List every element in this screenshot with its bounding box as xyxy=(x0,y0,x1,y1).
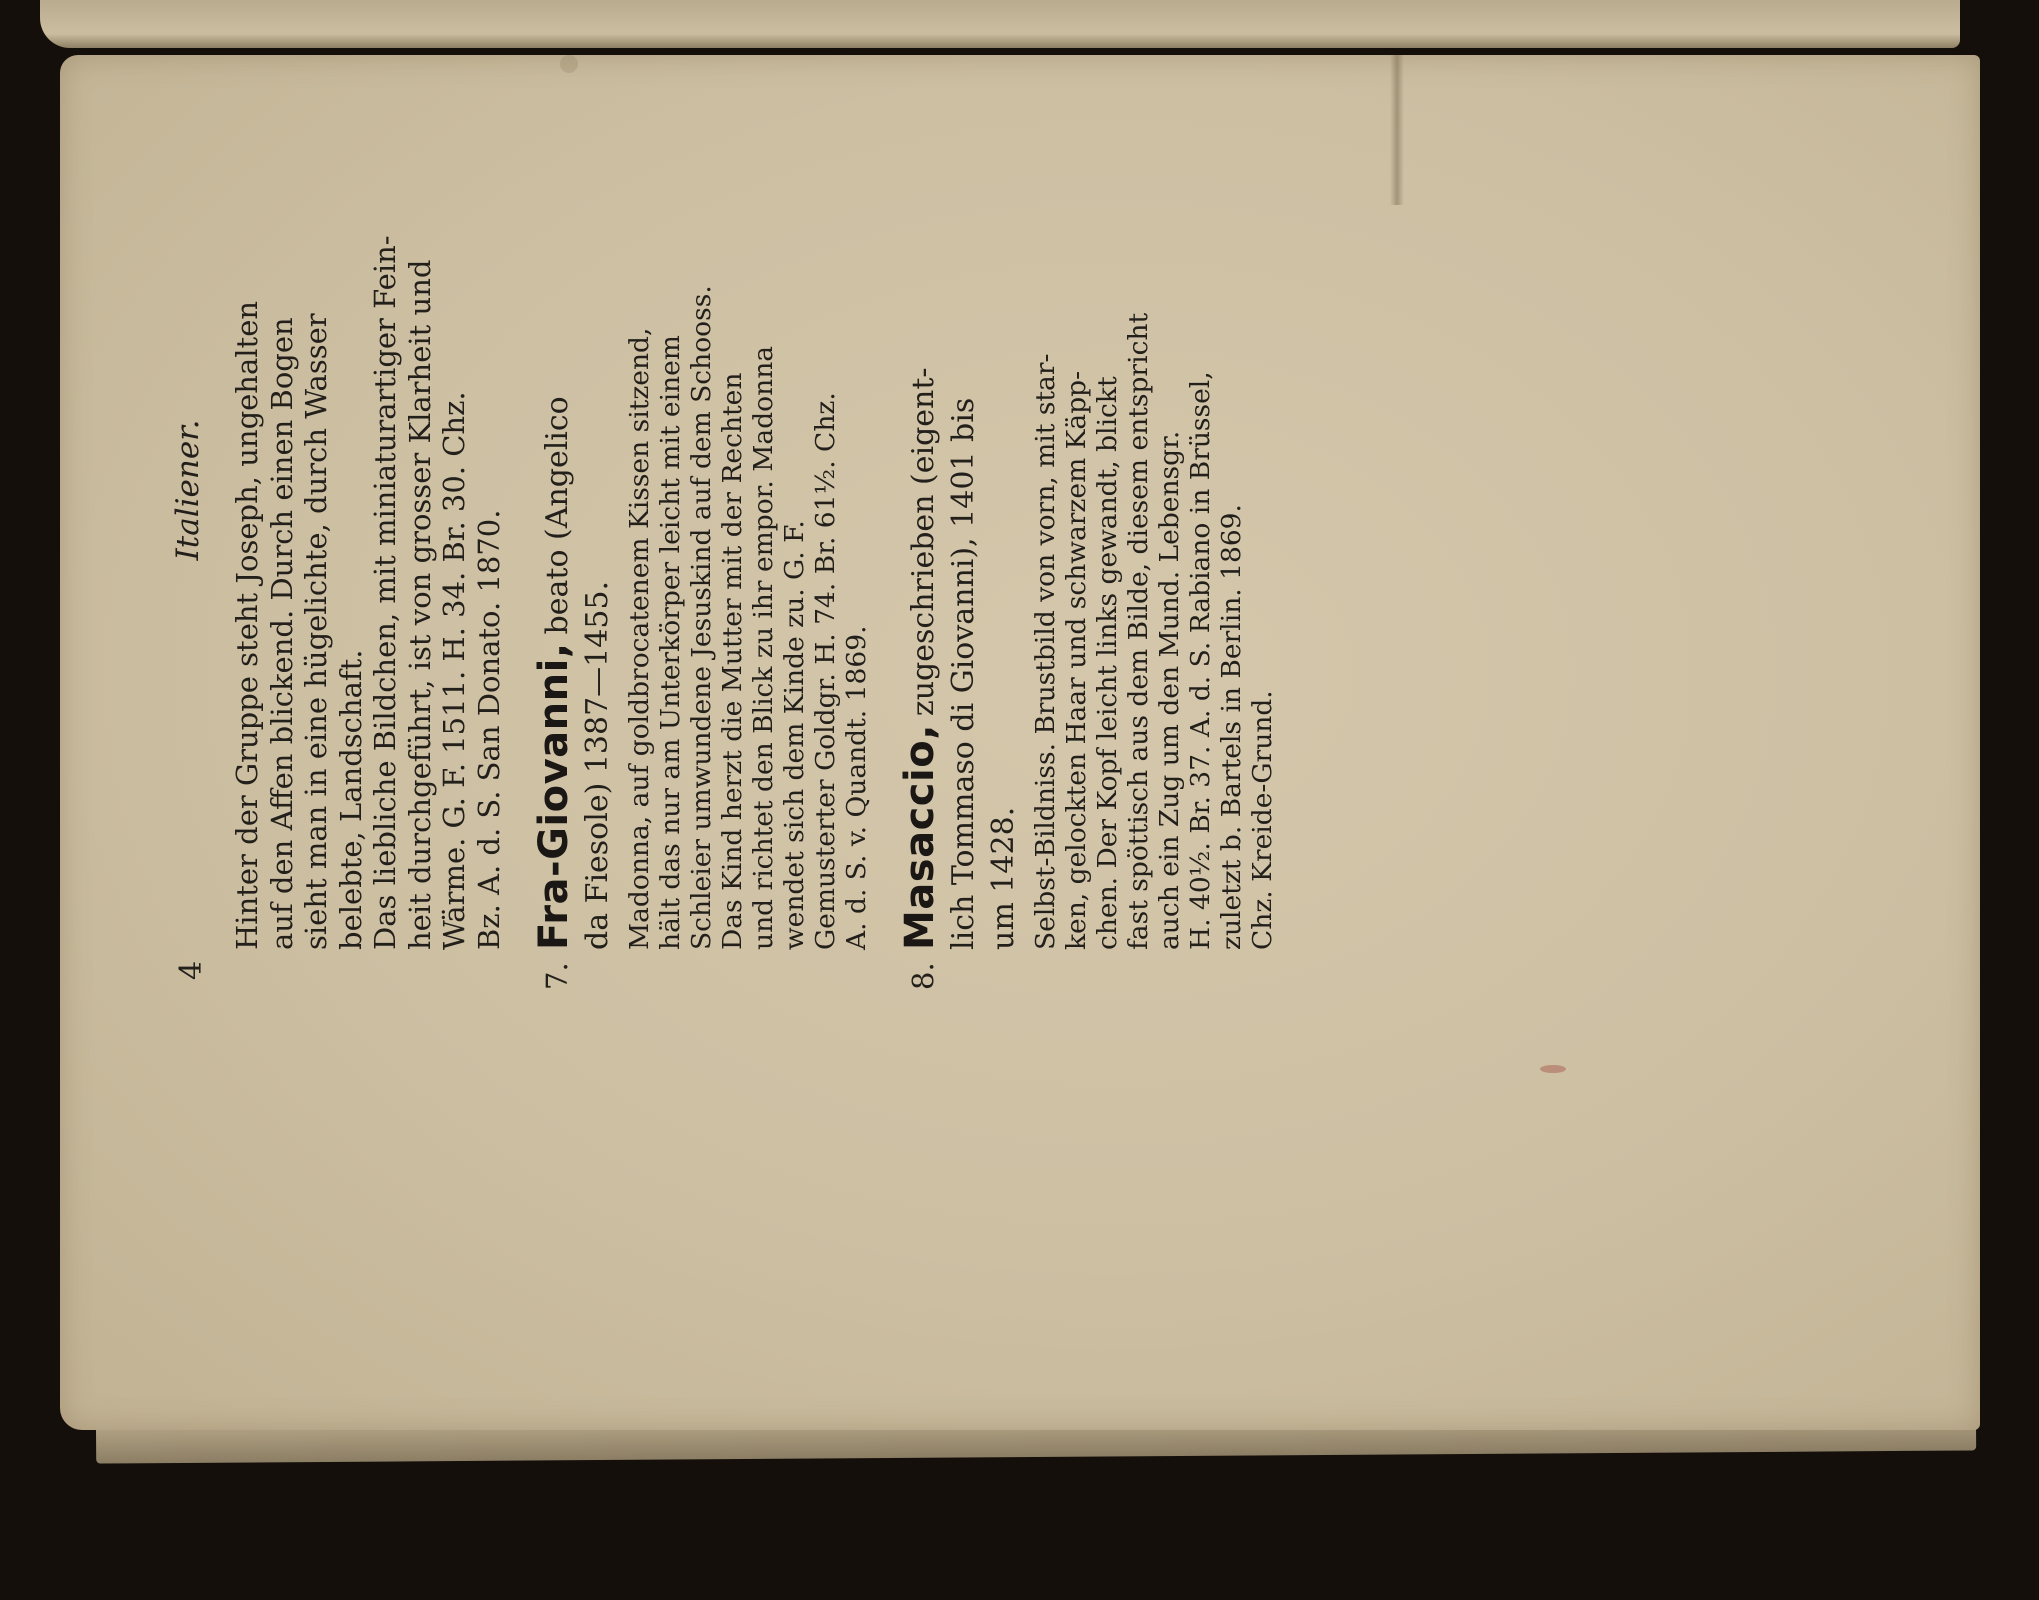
note-line: Bz. A. d. S. San Donato. 1870. xyxy=(471,509,506,950)
description-line: Das Kind herzt die Mutter mit der Rechten xyxy=(717,372,748,950)
artist-dates: um 1428. xyxy=(986,806,1021,950)
description-line: wendet sich dem Kinde zu. G. F. xyxy=(779,520,810,950)
description-line: ken, gelockten Haar und schwarzem Käpp- xyxy=(1061,370,1092,950)
note-line: Wärme. G. F. 1511. H. 34. Br. 30. Chz. xyxy=(437,391,471,950)
catalog-entry-8 xyxy=(897,50,1278,990)
text-line: sieht man in eine hügelichte, durch Wasser xyxy=(299,313,333,950)
description-line: Madonna, auf goldbrocatenem Kissen sitzend, xyxy=(624,327,655,950)
entry-heading xyxy=(897,50,944,990)
entry-description xyxy=(624,50,872,950)
note-line: Das liebliche Bildchen, mit miniaturartiger Fein- xyxy=(368,235,402,950)
description-line: zuletzt b. Bartels in Berlin. 1869. xyxy=(1216,504,1247,950)
paper-mark xyxy=(1540,1065,1566,1073)
section-title: Italiener. xyxy=(170,419,206,561)
description-line: auch ein Zug um den Mund. Lebensgr. xyxy=(1154,430,1185,950)
description-line: A. d. S. v. Quandt. 1869. xyxy=(841,625,872,950)
artist-name: Fra-Giovanni, xyxy=(531,642,577,950)
text-line: auf den Affen blickend. Durch einen Bogen xyxy=(264,317,299,950)
running-head xyxy=(170,0,230,990)
description-line: H. 40½. Br. 37. A. d. S. Rabiano in Brüssel, xyxy=(1185,371,1216,950)
page-body xyxy=(230,50,1278,990)
entry-description xyxy=(1030,50,1278,950)
description-line: Selbst-Bildniss. Brustbild von vorn, mit star- xyxy=(1030,353,1061,950)
continued-entry xyxy=(230,50,506,950)
artist-full-name: lich Tommaso di Giovanni), 1401 bis xyxy=(946,397,981,950)
entry-heading xyxy=(531,50,578,990)
artist-name: Masaccio, xyxy=(897,724,943,950)
page-number: 4 xyxy=(174,960,209,980)
artist-epithet: beato (Angelico xyxy=(540,396,575,635)
rotated-text-block xyxy=(170,0,1430,990)
description-line: Schleier umwundene Jesuskind auf dem Schooss. xyxy=(686,285,717,950)
description-line: und richtet den Blick zu ihr empor. Madonna xyxy=(748,345,779,950)
note-line: heit durchgeführt, ist von grosser Klarheit und xyxy=(402,259,437,950)
catalog-entry-7 xyxy=(531,50,872,990)
artist-epithet: zugeschrieben (eigent- xyxy=(906,367,941,717)
text-line: Hinter der Gruppe steht Joseph, ungehalten xyxy=(230,300,264,950)
entry-number: 8. xyxy=(906,962,940,990)
text-line: belebte, Landschaft. xyxy=(333,649,368,950)
description-line: hält das nur am Unterkörper leicht mit einem xyxy=(655,335,686,950)
artist-dates: da Fiesole) 1387—1455. xyxy=(580,580,615,950)
description-line: fast spöttisch aus dem Bilde, diesem entspricht xyxy=(1123,312,1154,950)
entry-number: 7. xyxy=(540,962,574,990)
description-line: Chz. Kreide-Grund. xyxy=(1247,690,1278,950)
description-line: Gemusterter Goldgr. H. 74. Br. 61½. Chz. xyxy=(810,392,841,950)
description-line: chen. Der Kopf leicht links gewandt, blickt xyxy=(1092,376,1123,950)
